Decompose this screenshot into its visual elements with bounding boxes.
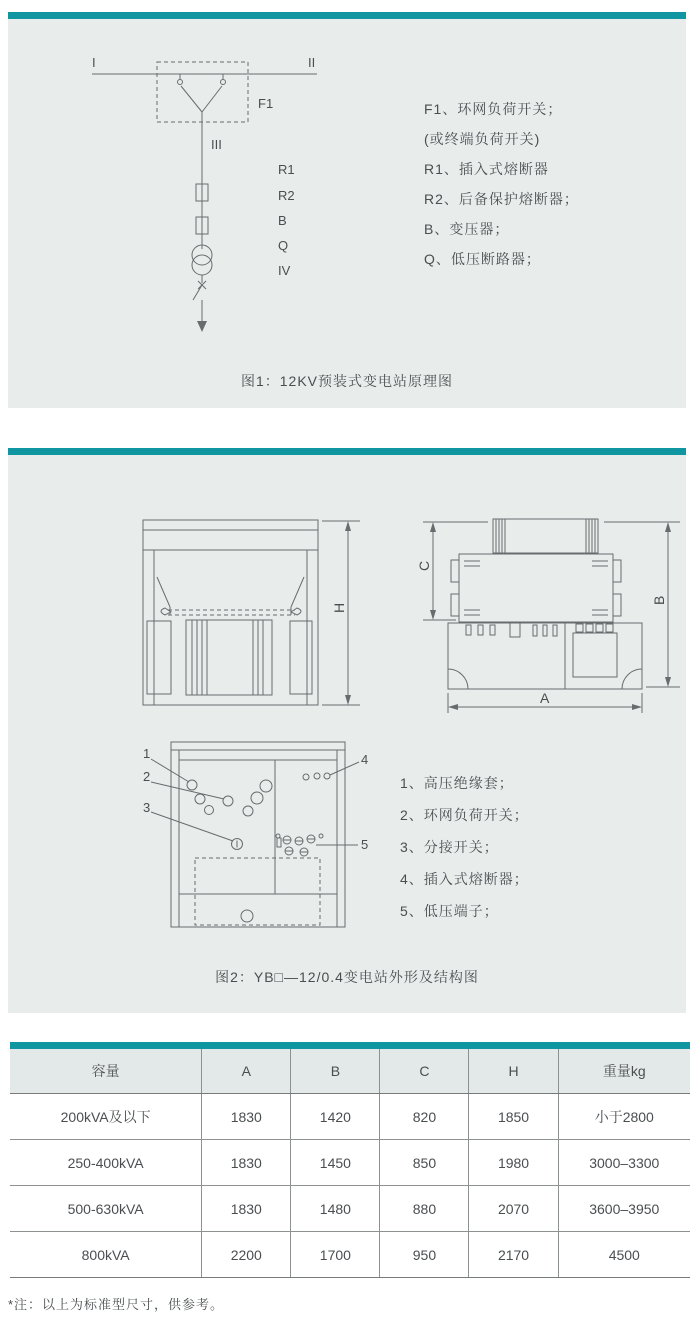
cell-b: 1700 — [291, 1232, 380, 1278]
cell-a: 1830 — [202, 1140, 291, 1186]
cell-a: 2200 — [202, 1232, 291, 1278]
component-label-iv: IV — [278, 263, 291, 278]
bus-label-left: I — [92, 55, 96, 70]
cell-h: 1980 — [469, 1140, 558, 1186]
cell-h: 1850 — [469, 1094, 558, 1140]
component-label-q: Q — [278, 238, 289, 253]
tank-body — [459, 554, 613, 622]
legend-item: R1、插入式熔断器 — [424, 161, 549, 177]
cell-h: 2070 — [469, 1186, 558, 1232]
dim-label-h: H — [331, 602, 347, 613]
legend-item: 5、低压端子； — [400, 903, 499, 919]
table-row — [10, 1232, 690, 1278]
footnote: *注：以上为标准型尺寸，供参考。 — [8, 1297, 225, 1312]
cell-h: 2170 — [469, 1232, 558, 1278]
figure1-legend — [424, 99, 579, 279]
bushing-box — [493, 519, 598, 553]
table-row — [10, 1140, 690, 1186]
figure1-panel — [8, 12, 686, 408]
cell-capacity: 500-630kVA — [10, 1186, 202, 1232]
dimension-table — [10, 1042, 690, 1278]
legend-item: R2、后备保护熔断器； — [424, 191, 579, 207]
cell-b: 1480 — [291, 1186, 380, 1232]
callout-3: 3 — [143, 800, 151, 815]
dim-label-b: B — [651, 595, 667, 605]
dim-label-c: C — [416, 560, 432, 571]
dim-label-a: A — [540, 690, 550, 706]
callout-4: 4 — [361, 752, 369, 767]
outline-drawings — [8, 455, 686, 1013]
legend-item: B、变压器； — [424, 221, 510, 237]
cell-capacity: 800kVA — [10, 1232, 202, 1278]
switch-label: F1 — [258, 96, 274, 111]
legend-item: 3、分接开关； — [400, 839, 499, 855]
legend-item: Q、低压断路器； — [424, 251, 541, 267]
callout-5: 5 — [361, 837, 369, 852]
cell-c: 820 — [380, 1094, 469, 1140]
cell-a: 1830 — [202, 1094, 291, 1140]
table-header-row — [10, 1046, 690, 1094]
col-header-b: B — [291, 1046, 380, 1094]
table-row — [10, 1094, 690, 1140]
bus-label-right: II — [308, 55, 316, 70]
col-header-capacity: 容量 — [10, 1046, 202, 1094]
radiator — [186, 620, 272, 695]
legend-item: 2、环网负荷开关； — [400, 807, 529, 823]
figure2-legend — [400, 773, 529, 933]
col-header-c: C — [380, 1046, 469, 1094]
figure2-caption: 图2：YB□—12/0.4变电站外形及结构图 — [215, 969, 479, 985]
col-header-weight: 重量kg — [558, 1046, 690, 1094]
cell-b: 1450 — [291, 1140, 380, 1186]
col-header-a: A — [202, 1046, 291, 1094]
col-header-h: H — [469, 1046, 558, 1094]
front-view — [143, 520, 360, 705]
cell-capacity: 200kVA及以下 — [10, 1094, 202, 1140]
cell-weight: 4500 — [558, 1232, 690, 1278]
cell-c: 880 — [380, 1186, 469, 1232]
legend-item: 4、插入式熔断器； — [400, 871, 529, 887]
legend-item: (或终端负荷开关) — [424, 131, 541, 147]
lifting-lug — [291, 608, 301, 615]
callout-2: 2 — [143, 769, 151, 784]
load-arrow — [197, 321, 207, 332]
cell-weight: 3000–3300 — [558, 1140, 690, 1186]
cell-a: 1830 — [202, 1186, 291, 1232]
cell-c: 850 — [380, 1140, 469, 1186]
component-label-b: B — [278, 213, 287, 228]
table-row — [10, 1186, 690, 1232]
single-line-diagram — [8, 19, 686, 408]
component-label-r1: R1 — [278, 162, 295, 177]
component-label-r2: R2 — [278, 188, 295, 203]
cell-weight: 3600–3950 — [558, 1186, 690, 1232]
legend-item: 1、高压绝缘套； — [400, 775, 514, 791]
structure-view — [143, 742, 368, 927]
cell-capacity: 250-400kVA — [10, 1140, 202, 1186]
cell-c: 950 — [380, 1232, 469, 1278]
figure2-panel — [8, 448, 686, 1013]
cell-weight: 小于2800 — [558, 1094, 690, 1140]
legend-item: F1、环网负荷开关； — [424, 101, 563, 117]
figure1-caption: 图1：12KV预装式变电站原理图 — [240, 373, 454, 389]
cell-b: 1420 — [291, 1094, 380, 1140]
callout-1: 1 — [143, 746, 151, 761]
feeder-label: III — [211, 137, 222, 152]
top-view — [416, 519, 680, 713]
